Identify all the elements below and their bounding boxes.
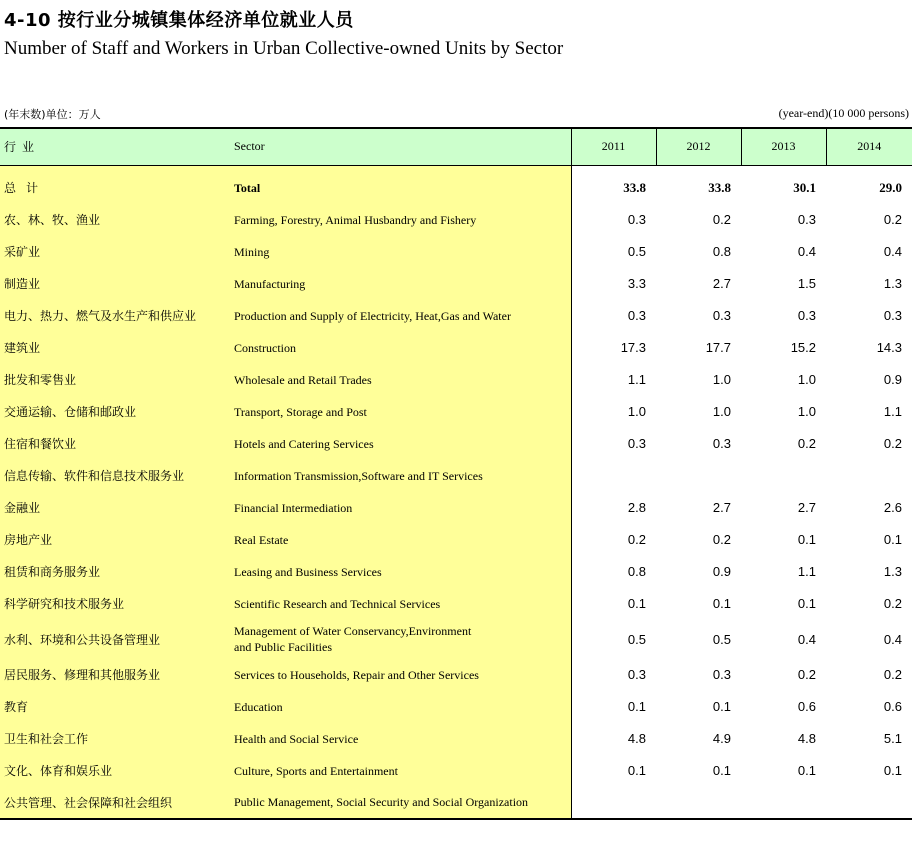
value-cell [656, 460, 741, 492]
value-cell [826, 460, 912, 492]
value-cell: 0.3 [627, 308, 646, 323]
sector-english-line: Management of Water Conservancy,Environment [234, 624, 472, 638]
value-cell: 0.1 [797, 763, 816, 778]
sector-english: Manufacturing [230, 268, 571, 300]
value-cell: 14.3 [876, 340, 902, 355]
value-cell: 1.0 [627, 404, 646, 419]
value-cell: 1.0 [797, 404, 816, 419]
value-cell: 17.3 [620, 340, 646, 355]
sector-english: Services to Households, Repair and Other Services [230, 659, 571, 691]
value-cell [741, 460, 826, 492]
title-english: Number of Staff and Workers in Urban Collective-owned Units by Sector [4, 38, 564, 59]
value-cell: 0.6 [883, 699, 902, 714]
sector-english: Construction [230, 332, 571, 364]
value-cell: 0.2 [883, 596, 902, 611]
value-cell: 0.6 [797, 699, 816, 714]
value-cell: 0.8 [627, 564, 646, 579]
value-cell: 1.0 [712, 404, 731, 419]
sector-english: Real Estate [230, 524, 571, 556]
value-cell: 0.1 [712, 699, 731, 714]
value-cell: 17.7 [705, 340, 731, 355]
value-cell: 0.9 [883, 372, 902, 387]
sector-english: Culture, Sports and Entertainment [230, 755, 571, 787]
sector-english: Leasing and Business Services [230, 556, 571, 588]
sector-chinese: 卫生和社会工作 [0, 723, 230, 755]
sector-chinese: 居民服务、修理和其他服务业 [0, 659, 230, 691]
table-body [0, 165, 912, 819]
value-cell [571, 460, 656, 492]
value-cell: 0.5 [627, 244, 646, 259]
table-row [0, 396, 912, 428]
sector-chinese: 信息传输、软件和信息技术服务业 [0, 460, 230, 492]
sector-chinese: 科学研究和技术服务业 [0, 588, 230, 620]
value-cell: 0.3 [797, 308, 816, 323]
table-row [0, 460, 912, 492]
sector-chinese: 教育 [0, 691, 230, 723]
value-cell: 0.4 [883, 244, 902, 259]
sector-english: Scientific Research and Technical Services [230, 588, 571, 620]
table-row [0, 755, 912, 787]
table-row [0, 428, 912, 460]
value-cell: 2.7 [712, 500, 731, 515]
value-cell: 0.3 [797, 212, 816, 227]
sector-chinese: 公共管理、社会保障和社会组织 [0, 787, 230, 819]
table-row [0, 364, 912, 396]
value-cell: 2.8 [627, 500, 646, 515]
data-table [0, 127, 912, 820]
value-cell: 0.2 [883, 212, 902, 227]
table-row [0, 723, 912, 755]
title-chinese: 4-10 按行业分城镇集体经济单位就业人员 [4, 10, 354, 31]
value-cell: 5.1 [883, 731, 902, 746]
sector-english: Production and Supply of Electricity, Heat,Gas and Water [230, 300, 571, 332]
table-row [0, 204, 912, 236]
sector-chinese: 建筑业 [0, 332, 230, 364]
value-cell: 2.7 [712, 276, 731, 291]
sector-english: Information Transmission,Software and IT Services [230, 460, 571, 492]
table-row [0, 492, 912, 524]
sector-chinese: 水利、环境和公共设备管理业 [0, 620, 230, 659]
table-row [0, 556, 912, 588]
sector-chinese: 总计 [0, 172, 230, 204]
value-cell: 0.5 [712, 631, 731, 647]
value-cell: 0.1 [712, 596, 731, 611]
value-cell: 0.2 [797, 667, 816, 682]
sector-english: Hotels and Catering Services [230, 428, 571, 460]
value-cell: 0.1 [883, 763, 902, 778]
value-cell: 0.2 [712, 212, 731, 227]
sector-english: Education [230, 691, 571, 723]
sector-chinese: 采矿业 [0, 236, 230, 268]
sector-chinese: 农、林、牧、渔业 [0, 204, 230, 236]
value-cell: 0.4 [797, 631, 816, 647]
value-cell: 0.2 [797, 436, 816, 451]
column-header-year: 2013 [741, 128, 826, 165]
value-cell: 1.1 [627, 372, 646, 387]
value-cell: 0.1 [797, 596, 816, 611]
value-cell: 0.5 [627, 631, 646, 647]
sector-english [230, 620, 571, 659]
value-cell: 1.3 [883, 564, 902, 579]
sector-chinese: 制造业 [0, 268, 230, 300]
value-cell: 4.8 [627, 731, 646, 746]
value-cell: 0.1 [883, 532, 902, 547]
value-cell: 0.2 [883, 436, 902, 451]
value-cell: 1.5 [797, 276, 816, 291]
value-cell: 4.8 [797, 731, 816, 746]
sector-chinese: 租赁和商务服务业 [0, 556, 230, 588]
value-cell: 2.6 [883, 500, 902, 515]
value-cell: 1.0 [712, 372, 731, 387]
column-header-year: 2014 [826, 128, 912, 165]
table-row [0, 236, 912, 268]
value-cell: 0.3 [627, 212, 646, 227]
value-cell: 33.8 [623, 179, 646, 195]
table-row [0, 268, 912, 300]
unit-english: (year-end)(10 000 persons) [778, 106, 909, 120]
value-cell [826, 787, 912, 819]
value-cell: 0.3 [883, 308, 902, 323]
sector-english: Mining [230, 236, 571, 268]
value-cell: 0.3 [627, 667, 646, 682]
table-row [0, 787, 912, 819]
value-cell: 0.4 [883, 631, 902, 647]
sector-chinese: 房地产业 [0, 524, 230, 556]
table-row [0, 524, 912, 556]
sector-chinese: 批发和零售业 [0, 364, 230, 396]
sector-english: Transport, Storage and Post [230, 396, 571, 428]
value-cell: 3.3 [627, 276, 646, 291]
value-cell: 4.9 [712, 731, 731, 746]
sector-chinese: 住宿和餐饮业 [0, 428, 230, 460]
header-row [0, 128, 912, 165]
value-cell: 33.8 [708, 179, 731, 195]
table-row [0, 691, 912, 723]
sector-english: Total [230, 172, 571, 204]
value-cell [571, 787, 656, 819]
value-cell: 0.1 [627, 596, 646, 611]
column-header-chinese: 行业 [0, 128, 230, 165]
value-cell: 0.4 [797, 244, 816, 259]
table-row [0, 620, 912, 659]
column-header-english: Sector [230, 128, 571, 165]
value-cell: 2.7 [797, 500, 816, 515]
sector-english: Wholesale and Retail Trades [230, 364, 571, 396]
value-cell [741, 787, 826, 819]
value-cell: 1.1 [797, 564, 816, 579]
value-cell [656, 787, 741, 819]
sector-chinese: 交通运输、仓储和邮政业 [0, 396, 230, 428]
sector-english: Public Management, Social Security and Social Organization [230, 787, 571, 819]
value-cell: 0.2 [627, 532, 646, 547]
value-cell: 0.1 [797, 532, 816, 547]
unit-chinese: (年末数)单位：万人 [4, 108, 101, 121]
value-cell: 1.1 [883, 404, 902, 419]
value-cell: 0.2 [883, 667, 902, 682]
value-cell: 0.8 [712, 244, 731, 259]
value-cell: 0.2 [712, 532, 731, 547]
sector-chinese: 电力、热力、燃气及水生产和供应业 [0, 300, 230, 332]
table-row [0, 659, 912, 691]
value-cell: 0.3 [627, 436, 646, 451]
sector-english: Farming, Forestry, Animal Husbandry and Fishery [230, 204, 571, 236]
value-cell: 1.3 [883, 276, 902, 291]
value-cell: 15.2 [790, 340, 816, 355]
sector-english: Financial Intermediation [230, 492, 571, 524]
value-cell: 29.0 [879, 179, 902, 195]
sector-chinese: 金融业 [0, 492, 230, 524]
value-cell: 0.3 [712, 436, 731, 451]
table-row [0, 588, 912, 620]
total-row [0, 172, 912, 204]
table-row [0, 332, 912, 364]
sector-chinese: 文化、体育和娱乐业 [0, 755, 230, 787]
value-cell: 1.0 [797, 372, 816, 387]
value-cell: 0.3 [712, 667, 731, 682]
column-header-year: 2012 [656, 128, 741, 165]
value-cell: 0.1 [627, 763, 646, 778]
sector-english-line: and Public Facilities [234, 640, 332, 654]
table-row [0, 300, 912, 332]
value-cell: 30.1 [793, 179, 816, 195]
value-cell: 0.3 [712, 308, 731, 323]
column-header-year: 2011 [571, 128, 656, 165]
value-cell: 0.9 [712, 564, 731, 579]
sector-english: Health and Social Service [230, 723, 571, 755]
value-cell: 0.1 [712, 763, 731, 778]
value-cell: 0.1 [627, 699, 646, 714]
